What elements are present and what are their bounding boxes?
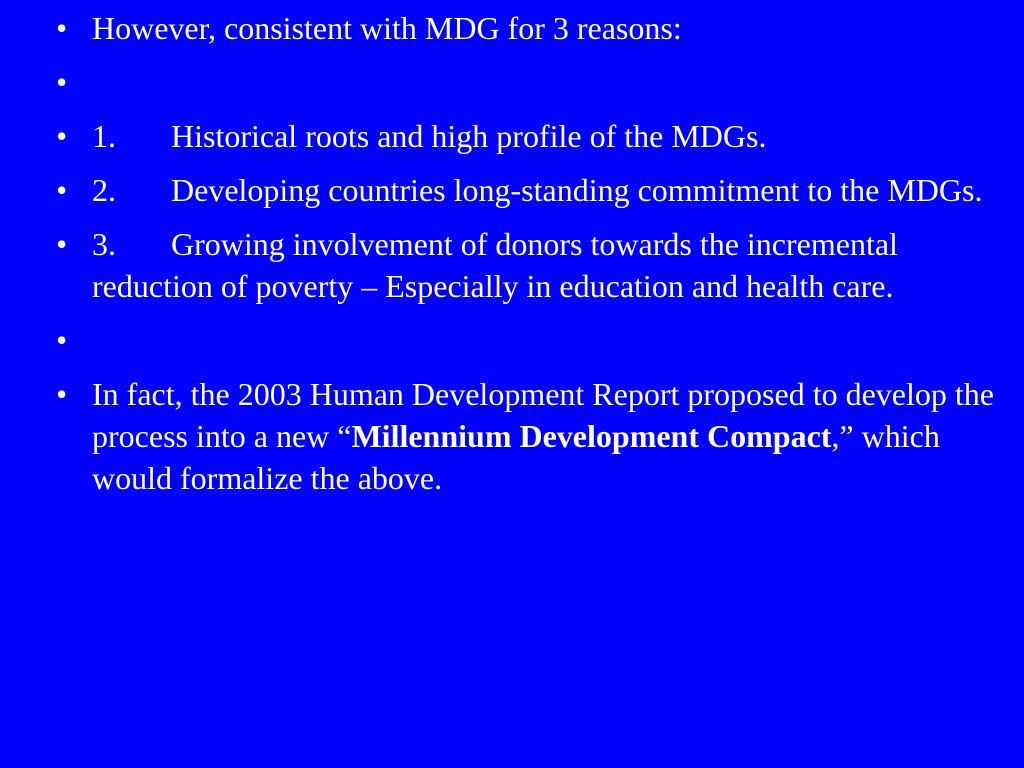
bullet-item-empty-1 [56, 61, 1006, 103]
reason-number: 1. [92, 118, 116, 154]
bullet-glyph: • [56, 172, 68, 208]
bullet-glyph: • [56, 118, 68, 154]
bullet-glyph: • [56, 376, 68, 412]
conclusion-text-after: ,” which would formalize the above. [92, 418, 940, 496]
bullet-item-empty-2 [56, 319, 1006, 361]
reason-number: 2. [92, 172, 116, 208]
bullet-glyph: • [56, 322, 68, 358]
reason-text: Historical roots and high profile of the MDGs. [171, 118, 767, 154]
reason-text: Growing involvement of donors towards the incremental reduction of poverty – Especially in education and health care. [92, 226, 898, 304]
conclusion-bold-term: Millennium Development Compact [351, 418, 832, 454]
bullet-glyph: • [56, 64, 68, 100]
bullet-glyph: • [56, 226, 68, 262]
bullet-glyph: • [56, 10, 68, 46]
bullet-item-reason-1 [56, 115, 1006, 157]
bullet-item-conclusion [56, 373, 1006, 499]
bullet-item-reason-2 [56, 169, 1006, 211]
bullet-item-intro [56, 7, 1006, 49]
conclusion-text-before: In fact, the 2003 Human Development Report proposed to develop the process into a new “ [92, 376, 994, 454]
reason-text: Developing countries long-standing commitment to the MDGs. [171, 172, 983, 208]
bullet-list [56, 7, 1006, 511]
bullet-item-reason-3 [56, 223, 1006, 307]
bullet-text: However, consistent with MDG for 3 reasons: [92, 10, 682, 46]
reason-number: 3. [92, 226, 116, 262]
